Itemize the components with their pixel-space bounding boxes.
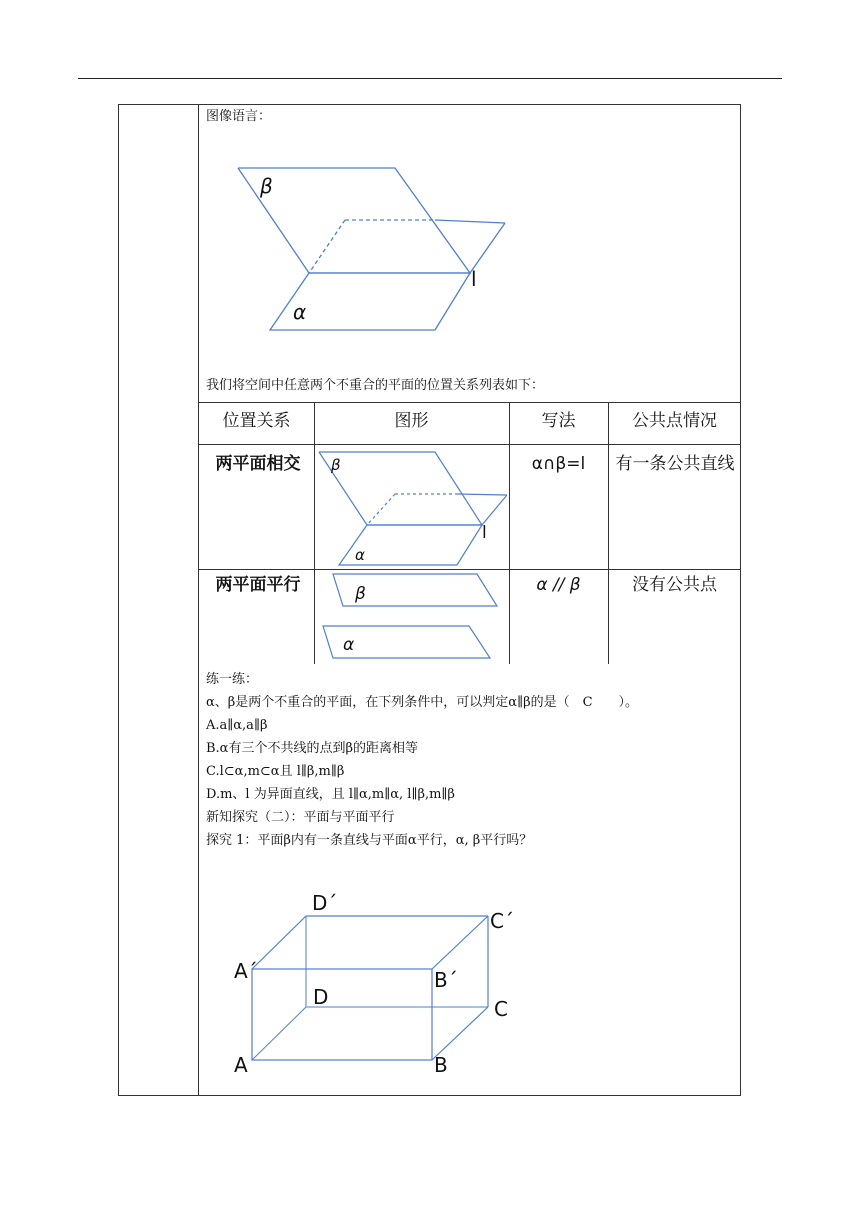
header-figure: 图形 xyxy=(394,411,429,431)
row2-beta-label: β xyxy=(355,584,366,604)
practice-option-d: D.m、l 为异面直线，且 l∥α,m∥α, l∥β,m∥β xyxy=(206,787,455,802)
practice-option-b: B.α有三个不共线的点到β的距离相等 xyxy=(206,741,418,756)
new-topic-heading: 新知探究（二）：平面与平面平行 xyxy=(206,810,395,825)
label-B: B xyxy=(434,1053,448,1077)
beta-plane-left-edge xyxy=(238,168,309,273)
label-D: D xyxy=(313,985,329,1009)
left-column xyxy=(119,105,199,1095)
practice-question: α、β是两个不重合的平面，在下列条件中，可以判定α∥β的是（ C ）。 xyxy=(206,695,639,710)
label-B1: B´ xyxy=(434,968,458,992)
practice-option-a: A.a∥α,a∥β xyxy=(206,718,268,733)
explore1-text: 探究 1：平面β内有一条直线与平面α平行，α, β平行吗？ xyxy=(206,833,533,848)
row1-intersect-figure xyxy=(317,450,507,570)
cube-figure xyxy=(228,882,528,1082)
label-C1: C´ xyxy=(490,909,514,933)
header-notation: 写法 xyxy=(541,411,576,431)
row1-notation: α∩β=l xyxy=(531,454,586,474)
header-relation: 位置关系 xyxy=(222,411,291,431)
row2-common: 没有公共点 xyxy=(632,575,717,595)
header-common-points: 公共点情况 xyxy=(632,411,717,431)
row1-relation: 两平面相交 xyxy=(215,454,301,474)
label-C: C xyxy=(494,997,508,1021)
row1-common: 有一条公共直线 xyxy=(615,454,735,474)
intersecting-planes-figure xyxy=(230,160,520,340)
beta-label: β xyxy=(260,174,273,198)
section-label: 图像语言： xyxy=(206,109,272,124)
row1-l-label: l xyxy=(482,523,487,543)
row2-alpha-label: α xyxy=(343,635,355,655)
relation-table xyxy=(199,402,741,664)
label-A: A xyxy=(234,1053,248,1077)
header-rule xyxy=(78,78,782,79)
row2-relation: 两平面平行 xyxy=(215,575,301,595)
row1-alpha-label: α xyxy=(355,546,365,564)
row2-notation: α // β xyxy=(536,575,581,595)
line-l-label: l xyxy=(471,267,477,291)
label-D1: D´ xyxy=(312,891,338,915)
row2-parallel-figure xyxy=(317,572,507,664)
row1-beta-label: β xyxy=(331,456,341,474)
label-A1: A´ xyxy=(234,959,258,983)
intro-text: 我们将空间中任意两个不重合的平面的位置关系列表如下： xyxy=(206,378,545,393)
practice-option-c: C.l⊂α,m⊂α且 l∥β,m∥β xyxy=(206,764,345,779)
alpha-label: α xyxy=(293,300,307,324)
practice-title: 练一练： xyxy=(206,672,259,687)
